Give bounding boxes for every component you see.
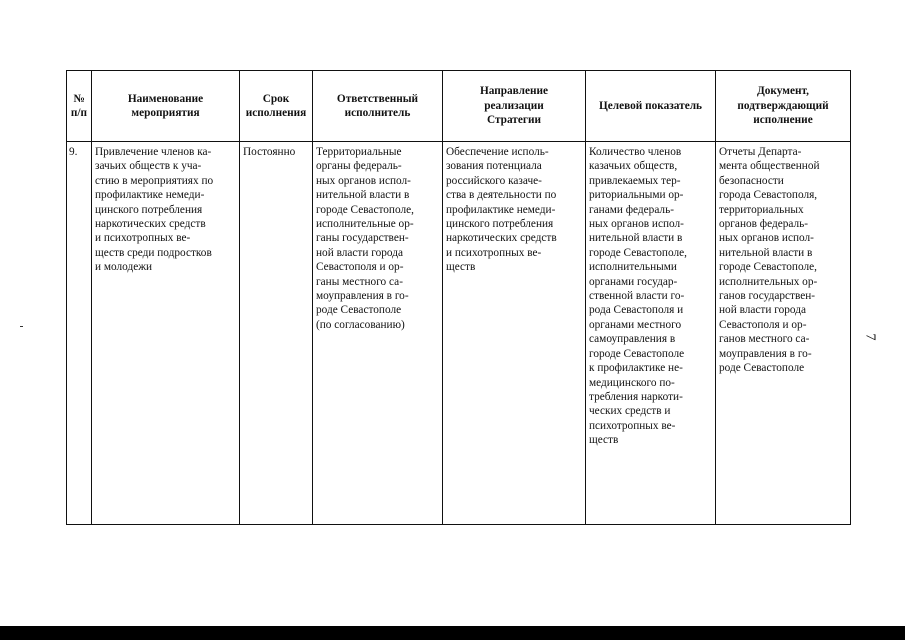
measures-table <box>66 70 851 525</box>
scan-bottom-edge <box>0 626 905 640</box>
header-target: Целевой показатель <box>586 71 716 142</box>
header-number: № п/п <box>67 71 92 142</box>
row-deadline: Постоянно <box>240 142 313 525</box>
header-document: Документ, подтверждающий исполнение <box>716 71 851 142</box>
table-header <box>67 71 851 142</box>
header-name: Наименование мероприятия <box>92 71 240 142</box>
row-responsible: Территориальные органы федераль- ных органов испол- нительной власти в городе Севастополе, исполнительные ор- ганы государствен- ной власти города Севастополя и ор- ганы местного са- моуправления в го- роде Севастополе (по согласованию) <box>313 142 443 525</box>
header-direction: Направление реализации Стратегии <box>443 71 586 142</box>
row-target: Количество членов казачьих обществ, привлекаемых тер- риториальными ор- ганами федераль- ных органов испол- нительной власти в городе Севастополе, исполнительными органами государ- ственной власти го- рода Севастополя и органами местного самоуправления в городе Севастополе к профилактике не- медицинского по- требления наркоти- ческих средств и психотропных ве- ществ <box>586 142 716 525</box>
scan-artifact <box>20 326 23 327</box>
header-responsible: Ответственный исполнитель <box>313 71 443 142</box>
row-direction: Обеспечение исполь- зования потенциала российского казаче- ства в деятельности по профилактике немеди- цинского потребления наркотических средств и психотропных ве- ществ <box>443 142 586 525</box>
page-number: 7 <box>862 333 878 341</box>
row-document: Отчеты Департа- мента общественной безопасности города Севастополя, территориальных органов федераль- ных органов испол- нительной власти в городе Севастополе, исполнительных ор- ганов государствен- ной власти города Севастополя и ор- ганов местного са- моуправления в го- роде Севастополе <box>716 142 851 525</box>
header-row <box>67 71 851 142</box>
table-row <box>67 142 851 525</box>
row-name: Привлечение членов ка- зачьих обществ к уча- стию в мероприятиях по профилактике немеди- цинского потребления наркотических средств и психотропных ве- ществ среди подростков и молодежи <box>92 142 240 525</box>
header-deadline: Срок исполнения <box>240 71 313 142</box>
row-number: 9. <box>67 142 92 525</box>
